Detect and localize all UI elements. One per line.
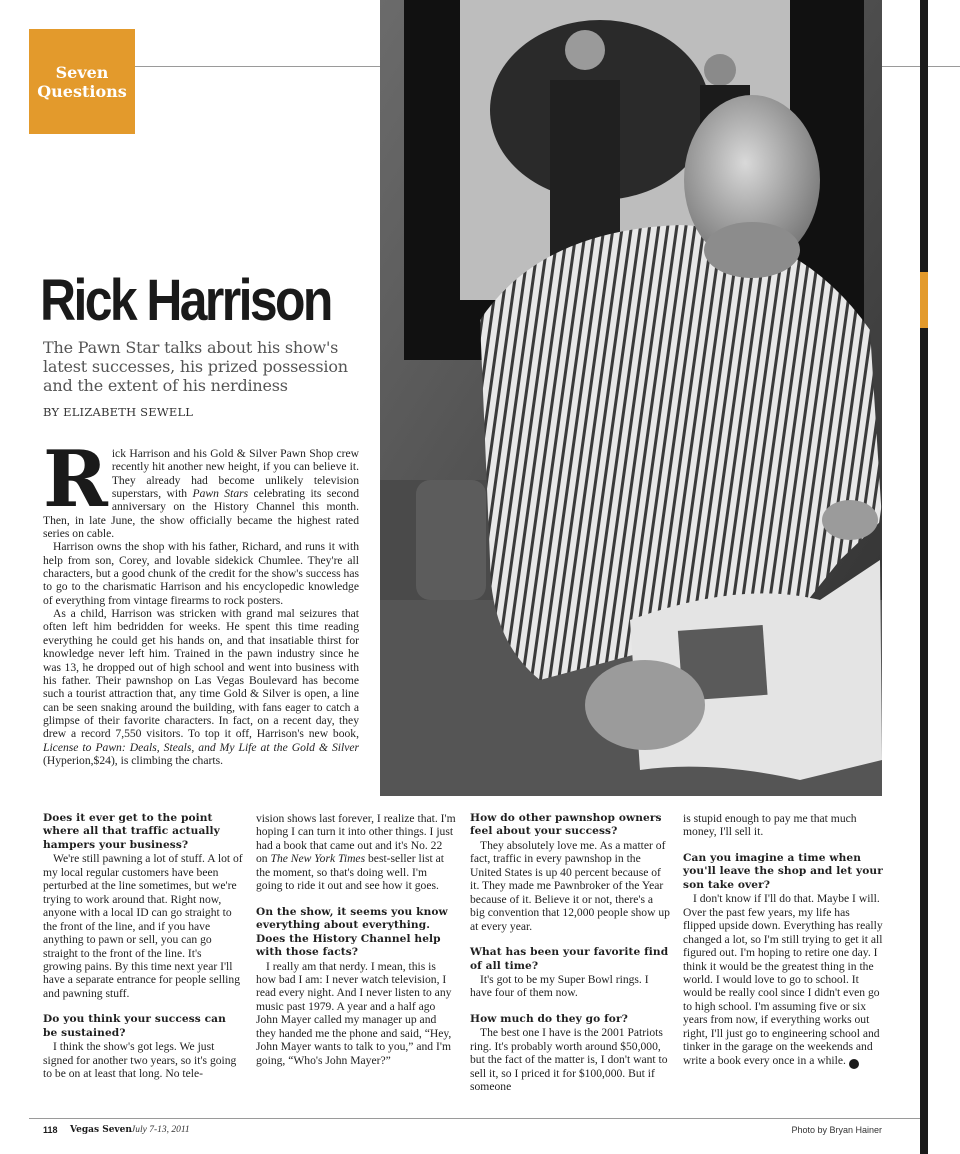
answer-6-part-1: The best one I have is the 2001 Patriots ring. It's probably worth around $50,000, but the fact of the matter is, I don't want to sell it, so I priced it for $100,000. But if someone bbox=[470, 1026, 668, 1094]
answer-6-part-2: is stupid enough to pay me that much money, I'll sell it. bbox=[683, 812, 857, 839]
intro-p1-text: ick Harrison and his Gold & Silver Pawn Shop crew recently hit another new height, if you can believe it. They already had become unlikely television superstars, with bbox=[111, 447, 359, 501]
page-edge-bar bbox=[920, 0, 928, 1154]
byline: BY ELIZABETH SEWELL bbox=[43, 405, 194, 419]
issue-date: July 7-13, 2011 bbox=[131, 1125, 190, 1135]
footer-rule bbox=[29, 1118, 920, 1119]
badge-line-2: Questions bbox=[37, 81, 127, 101]
magazine-name: Vegas Seven bbox=[70, 1125, 132, 1135]
intro-paragraph-2: Harrison owns the shop with his father, Richard, and runs it with help from son, Corey, and lovable sidekick Chumlee. They're all characters, but a good chunk of the credit for the show's success has to go to the charismatic Harrison and his encyclopedic knowledge of everything from vintage firearms to rock posters. bbox=[43, 540, 359, 607]
question-2: Do you think your success can be sustained? bbox=[43, 1013, 226, 1039]
intro-p1-show-title: Pawn Stars bbox=[192, 487, 249, 501]
intro-p3-book-title: License to Pawn: Deals, Steals, and My Life at the Gold & Silver bbox=[43, 740, 359, 754]
question-7: Can you imagine a time when you'll leave the shop and let your son take over? bbox=[683, 851, 883, 891]
deck: The Pawn Star talks about his show's latest successes, his prized possession and the extent of his nerdiness bbox=[43, 338, 348, 395]
answer-7 bbox=[683, 892, 883, 1068]
intro-p3-tail: (Hyperion,$24), is climbing the charts. bbox=[43, 753, 223, 767]
answer-2-part-2 bbox=[256, 812, 456, 893]
question-4: How do other pawnshop owners feel about your success? bbox=[470, 812, 662, 838]
answer-7-text: I don't know if I'll do that. Maybe I will. Over the past few years, my life has flipped upside down. Everything has really changed a lot, so I'm still trying to get it all figured out. I'm hoping to retire one day. I think it would be the greatest thing in the world. I would love to go to school. It would be really cool since I didn't even go to high school. I'm assuming five or six years from now, if everything works out right, I'll just go to engineering school and tinker in the garage on the weekends and write a book every once in a while. bbox=[683, 892, 883, 1067]
badge-line-1: Seven bbox=[55, 62, 109, 82]
page-edge-accent bbox=[920, 272, 928, 328]
section-badge bbox=[29, 29, 135, 134]
intro-paragraph-3 bbox=[43, 607, 359, 767]
answer-2-newspaper: The New York Times bbox=[270, 852, 366, 866]
intro-paragraph-1 bbox=[43, 434, 359, 541]
answer-5: It's got to be my Super Bowl rings. I have four of them now. bbox=[470, 972, 649, 1000]
top-rule-left bbox=[135, 66, 380, 67]
answer-2-text: vision shows last forever, I realize that. I'm hoping I can turn it into other things. I just had a book that came out and it's No. 22 on bbox=[256, 812, 456, 866]
question-1: Does it ever get to the point where all that traffic actually hampers your business? bbox=[43, 812, 220, 851]
photo-credit: Photo by Bryan Hainer bbox=[791, 1125, 882, 1135]
answer-2-part-1: I think the show's got legs. We just signed for another two years, so it's going to be on at least that long. No tele- bbox=[43, 1040, 237, 1081]
question-6: How much do they go for? bbox=[470, 1012, 628, 1025]
answer-1: We're still pawning a lot of stuff. A lot of my local regular customers have been perturbed at the line sometimes, but we're trying to work around that. Right now, anyone with a local ID can go straight to the front of the line, and if you have anything to pawn or sell, you can go straight to the front of the line. It's growing pains. By this time next year I'll have a separate entrance for people selling and pawning stuff. bbox=[43, 852, 243, 1000]
question-5: What has been your favorite find of all time? bbox=[470, 946, 669, 972]
answer-3: I really am that nerdy. I mean, this is how bad I am: I never watch television, I read every night. And I never listen to any music past 1979. A year and a half ago John Mayer called my manager up and they handed me the phone and said, “Hey, John Mayer wants to talk to you,” and I'm going, “Who's John Mayer?” bbox=[256, 959, 452, 1067]
page-number: 118 bbox=[43, 1125, 58, 1135]
intro-p1-tail: celebrating its second anniversary on the History Channel this month. Then, in late June, the show officially became the highest rated series on cable. bbox=[43, 487, 359, 541]
drop-cap: R bbox=[43, 434, 108, 525]
question-3: On the show, it seems you know everything about everything. Does the History Channel help with those facts? bbox=[256, 905, 448, 959]
qa-column-4 bbox=[683, 812, 883, 1069]
qa-column-2 bbox=[256, 812, 456, 1067]
qa-column-1 bbox=[43, 812, 243, 1081]
intro-p3-text: As a child, Harrison was stricken with grand mal seizures that often left him bedridden for weeks. He spent this time reading everything he could get his hands on, and that insatiable thirst for knowledge never left him. Trained in the pawn industry since he was 13, he dropped out of high school and went into business with his father. Their pawnshop on Las Vegas Boulevard has become such a tourist attraction that, any time Gold & Silver is open, a line can be seen snaking around the building, with fans eager to catch a glimpse of their favorite characters. In fact, on a recent day, they drew a record 7,550 visitors. To top it off, Harrison's new book, bbox=[43, 607, 359, 741]
qa-column-3 bbox=[470, 812, 670, 1094]
end-mark-icon: 7 bbox=[849, 1059, 859, 1069]
answer-4: They absolutely love me. As a matter of fact, traffic in every pawnshop in the United States is up 40 percent because of it. They made me Pawnbroker of the Year because of it. Believe it or not, there's a big convention that 12,000 people show up at every year. bbox=[470, 838, 670, 933]
answer-2-tail: best-seller list at the moment, so that's doing well. I'm going to ride it out and see how it goes. bbox=[256, 852, 444, 893]
portrait-photo bbox=[380, 0, 882, 796]
intro-text bbox=[43, 434, 359, 767]
headline: Rick Harrison bbox=[40, 268, 331, 333]
portrait-photo-illustration bbox=[380, 0, 882, 796]
